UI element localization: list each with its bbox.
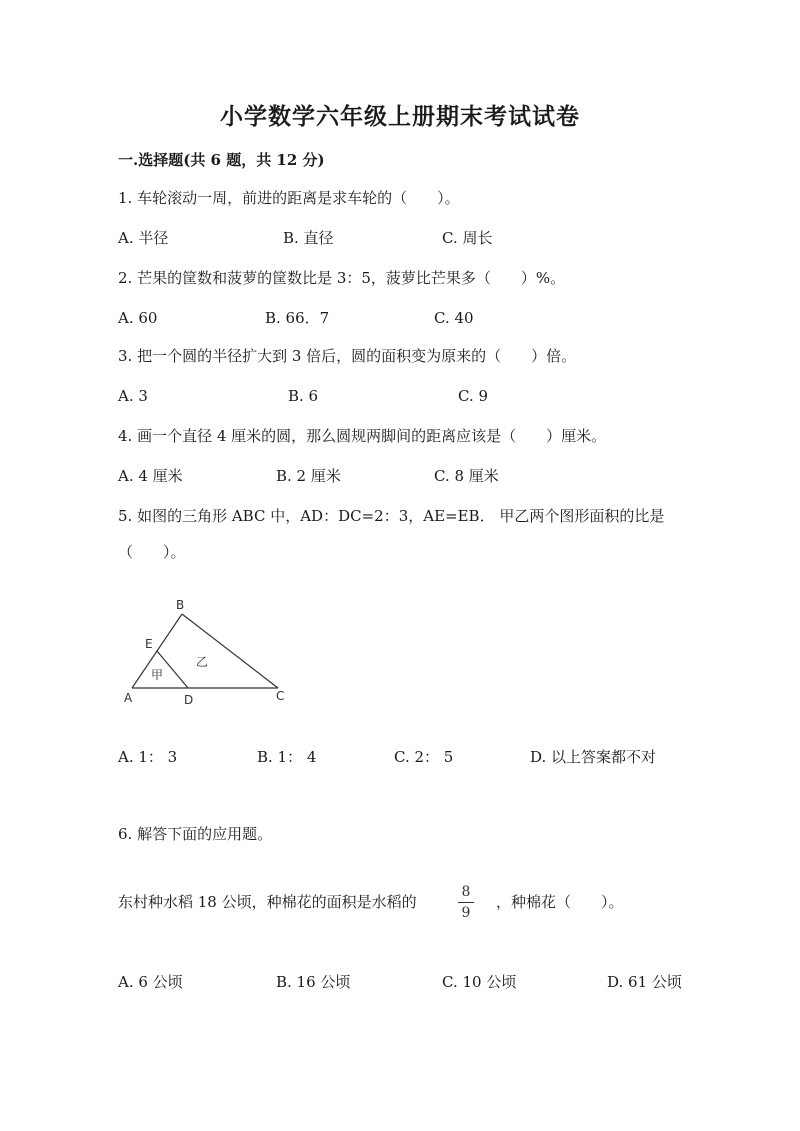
question-6-stem: 6. 解答下面的应用题。 — [118, 825, 273, 843]
q3-option-c: C. 9 — [458, 387, 489, 405]
question-3-stem: 3. 把一个圆的半径扩大到 3 倍后，圆的面积变为原来的（ ）倍。 — [118, 347, 577, 365]
section-heading: 一.选择题(共 6 题，共 12 分) — [118, 151, 325, 169]
question-4-stem: 4. 画一个直径 4 厘米的圆，那么圆规两脚间的距离应该是（ ）厘米。 — [118, 427, 607, 445]
fraction-eight-ninths — [455, 884, 477, 921]
q6-option-b: B. 16 公顷 — [276, 973, 351, 991]
question-6-problem-tail: ，种棉花（ ）。 — [496, 893, 624, 911]
q4-option-a: A. 4 厘米 — [118, 467, 183, 485]
vertex-label-b: B — [176, 598, 185, 612]
question-6-problem-text: 东村种水稻 18 公顷，种棉花的面积是水稻的 — [118, 893, 417, 911]
q1-option-a: A. 半径 — [118, 229, 169, 247]
vertex-label-c: C — [276, 689, 285, 703]
triangle-abc-figure — [118, 590, 298, 710]
question-5-answer-blank: （ ）。 — [118, 543, 186, 561]
q5-option-c: C. 2： 5 — [394, 748, 454, 766]
q2-option-c: C. 40 — [434, 309, 474, 327]
q6-option-d: D. 61 公顷 — [607, 973, 682, 991]
vertex-label-e: E — [145, 637, 153, 651]
region-label-jia: 甲 — [151, 668, 164, 682]
q1-option-c: C. 周长 — [442, 229, 493, 247]
q5-option-d: D. 以上答案都不对 — [530, 748, 657, 766]
q3-option-a: A. 3 — [118, 387, 148, 405]
q6-option-c: C. 10 公顷 — [442, 973, 517, 991]
fraction-numerator: 8 — [461, 884, 471, 900]
fraction-denominator: 9 — [461, 905, 471, 921]
fraction-bar — [458, 902, 474, 903]
side-bc — [182, 614, 278, 688]
region-label-yi: 乙 — [196, 655, 209, 669]
vertex-label-a: A — [124, 691, 133, 705]
q3-option-b: B. 6 — [288, 387, 319, 405]
q2-option-b: B. 66．7 — [265, 309, 330, 327]
q2-option-a: A. 60 — [118, 309, 158, 327]
vertex-label-d: D — [184, 693, 194, 707]
q5-option-a: A. 1： 3 — [118, 748, 178, 766]
q4-option-c: C. 8 厘米 — [434, 467, 499, 485]
q1-option-b: B. 直径 — [283, 229, 334, 247]
q6-option-a: A. 6 公顷 — [118, 973, 183, 991]
question-2-stem: 2. 芒果的筐数和菠萝的筐数比是 3：5，菠萝比芒果多（ ）%。 — [118, 269, 566, 287]
page-title: 小学数学六年级上册期末考试试卷 — [220, 103, 580, 130]
q4-option-b: B. 2 厘米 — [276, 467, 341, 485]
q5-option-b: B. 1： 4 — [257, 748, 317, 766]
question-5-stem: 5. 如图的三角形 ABC 中，AD：DC=2：3，AE=EB． 甲乙两个图形面积的比是 — [118, 507, 665, 525]
question-1-stem: 1. 车轮滚动一周，前进的距离是求车轮的（ ）。 — [118, 189, 460, 207]
